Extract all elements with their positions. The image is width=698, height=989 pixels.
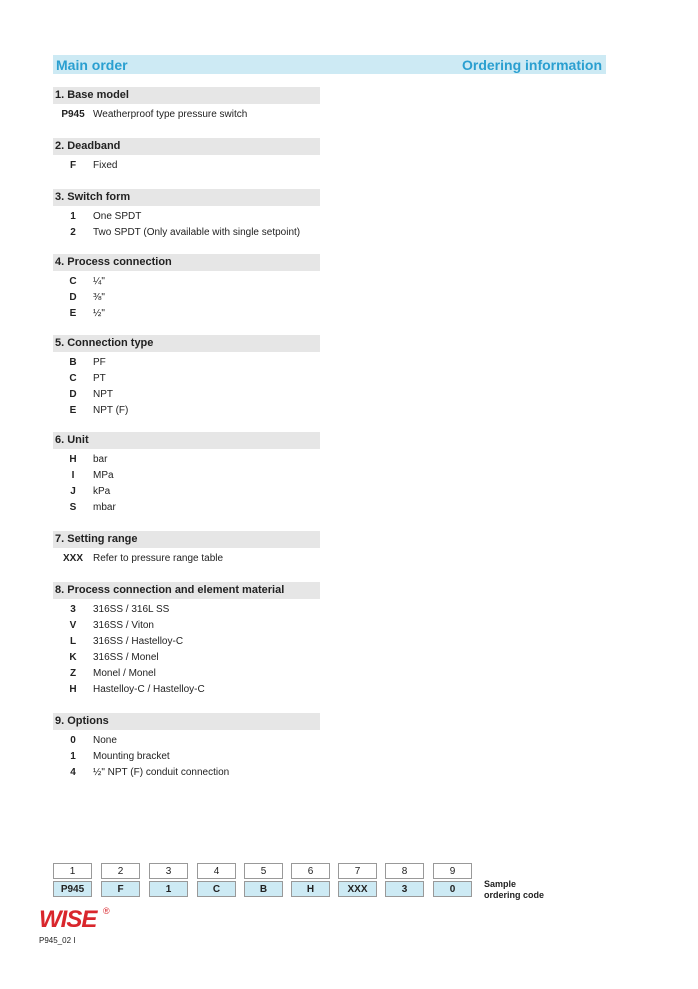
section-title: 6. Unit xyxy=(53,432,320,449)
option-code: F xyxy=(69,159,77,171)
option-code: 2 xyxy=(70,226,76,238)
option-code: C xyxy=(69,372,77,384)
option-code: XXX xyxy=(62,552,83,564)
option-code: 4 xyxy=(70,766,76,778)
sample-code-value: 3 xyxy=(385,881,424,897)
section-title: 9. Options xyxy=(53,713,320,730)
option-description: NPT xyxy=(93,388,113,400)
sample-code-value: 0 xyxy=(433,881,472,897)
option-description: PT xyxy=(93,372,106,384)
option-description: None xyxy=(93,734,117,746)
option-description: 316SS / Viton xyxy=(93,619,154,631)
option-description: Two SPDT (Only available with single setpoint) xyxy=(93,226,301,238)
option-row xyxy=(53,451,323,467)
section-title: 2. Deadband xyxy=(53,138,320,155)
order-section xyxy=(53,189,323,240)
sample-code-column xyxy=(244,863,283,897)
option-code: I xyxy=(71,469,75,481)
option-description: Monel / Monel xyxy=(93,667,156,679)
sample-code-position: 1 xyxy=(53,863,92,879)
section-title: 3. Switch form xyxy=(53,189,320,206)
order-section xyxy=(53,254,323,321)
option-code: S xyxy=(69,501,77,513)
option-row xyxy=(53,208,323,224)
option-row xyxy=(53,617,323,633)
sample-code-column xyxy=(291,863,330,897)
option-row xyxy=(53,764,323,780)
order-section xyxy=(53,713,323,780)
wise-logo-mark xyxy=(39,905,119,931)
option-row xyxy=(53,289,323,305)
sample-code-position: 5 xyxy=(244,863,283,879)
order-sections xyxy=(53,87,323,780)
option-code: L xyxy=(69,635,77,647)
sample-code-position: 4 xyxy=(197,863,236,879)
option-code: 3 xyxy=(70,603,76,615)
option-row xyxy=(53,386,323,402)
sample-code-value: P945 xyxy=(53,881,92,897)
option-row xyxy=(53,483,323,499)
option-description: ⅜" xyxy=(93,291,105,303)
option-row xyxy=(53,601,323,617)
option-row xyxy=(53,665,323,681)
order-section xyxy=(53,335,323,418)
option-row xyxy=(53,157,323,173)
option-row xyxy=(53,633,323,649)
option-description: Mounting bracket xyxy=(93,750,170,762)
option-description: bar xyxy=(93,453,108,465)
option-code: E xyxy=(69,307,77,319)
option-row xyxy=(53,681,323,697)
option-code: 1 xyxy=(70,750,76,762)
section-title: 4. Process connection xyxy=(53,254,320,271)
sample-code-column xyxy=(197,863,236,897)
option-description: 316SS / Hastelloy-C xyxy=(93,635,184,647)
option-code: D xyxy=(69,388,77,400)
option-description: PF xyxy=(93,356,106,368)
section-title: 1. Base model xyxy=(53,87,320,104)
page-header xyxy=(53,55,606,74)
sample-code-value: F xyxy=(101,881,140,897)
sample-code-position: 3 xyxy=(149,863,188,879)
order-section xyxy=(53,87,323,122)
sample-code-position: 2 xyxy=(101,863,140,879)
sample-code-value: 1 xyxy=(149,881,188,897)
order-section xyxy=(53,432,323,515)
sample-code-column xyxy=(53,863,92,897)
option-description: ½" xyxy=(93,307,105,319)
option-row xyxy=(53,402,323,418)
option-description: mbar xyxy=(93,501,116,513)
option-code: D xyxy=(69,291,77,303)
option-code: 0 xyxy=(70,734,76,746)
option-code: J xyxy=(70,485,76,497)
option-description: Fixed xyxy=(93,159,118,171)
option-row xyxy=(53,106,323,122)
option-code: Z xyxy=(69,667,77,679)
option-row xyxy=(53,224,323,240)
option-description: Refer to pressure range table xyxy=(93,552,224,564)
option-description: Hastelloy-C / Hastelloy-C xyxy=(93,683,205,695)
svg-text:WISE: WISE xyxy=(39,906,97,931)
option-row xyxy=(53,305,323,321)
option-description: Weatherproof type pressure switch xyxy=(93,108,248,120)
sample-code-position: 9 xyxy=(433,863,472,879)
option-row xyxy=(53,649,323,665)
option-row xyxy=(53,499,323,515)
option-description: 316SS / 316L SS xyxy=(93,603,170,615)
svg-text:®: ® xyxy=(103,906,110,916)
option-description: ½" NPT (F) conduit connection xyxy=(93,766,230,778)
option-description: kPa xyxy=(93,485,111,497)
option-code: B xyxy=(69,356,77,368)
sample-code-position: 6 xyxy=(291,863,330,879)
option-row xyxy=(53,732,323,748)
section-title: 5. Connection type xyxy=(53,335,320,352)
sample-code-position: 7 xyxy=(338,863,377,879)
option-description: MPa xyxy=(93,469,114,481)
option-row xyxy=(53,467,323,483)
order-section xyxy=(53,138,323,173)
sample-code-value: C xyxy=(197,881,236,897)
sample-code-value: H xyxy=(291,881,330,897)
option-code: H xyxy=(69,683,77,695)
option-code: P945 xyxy=(61,108,85,120)
sample-code-column xyxy=(101,863,140,897)
header-right-title: Ordering information xyxy=(462,56,602,73)
sample-code-column xyxy=(385,863,424,897)
option-code: 1 xyxy=(70,210,76,222)
sample-code-column xyxy=(338,863,377,897)
sample-code-value: XXX xyxy=(338,881,377,897)
option-row xyxy=(53,370,323,386)
sample-code-value: B xyxy=(244,881,283,897)
option-row xyxy=(53,550,323,566)
order-section xyxy=(53,582,323,697)
option-code: V xyxy=(69,619,77,631)
sample-code-label: Sample ordering code xyxy=(484,879,545,900)
option-description: 316SS / Monel xyxy=(93,651,159,663)
section-title: 8. Process connection and element material xyxy=(53,582,320,599)
sample-code-position: 8 xyxy=(385,863,424,879)
section-title: 7. Setting range xyxy=(53,531,320,548)
option-row xyxy=(53,748,323,764)
sample-code-column xyxy=(149,863,188,897)
option-row xyxy=(53,354,323,370)
option-row xyxy=(53,273,323,289)
option-code: C xyxy=(69,275,77,287)
document-number: P945_02 I xyxy=(39,936,76,945)
option-code: H xyxy=(69,453,77,465)
sample-code-column xyxy=(433,863,472,897)
header-left-title: Main order xyxy=(56,56,128,73)
option-code: K xyxy=(69,651,77,663)
option-description: ¼" xyxy=(93,275,105,287)
option-description: One SPDT xyxy=(93,210,142,222)
option-description: NPT (F) xyxy=(93,404,129,416)
wise-logo xyxy=(39,905,119,936)
option-code: E xyxy=(69,404,77,416)
order-section xyxy=(53,531,323,566)
